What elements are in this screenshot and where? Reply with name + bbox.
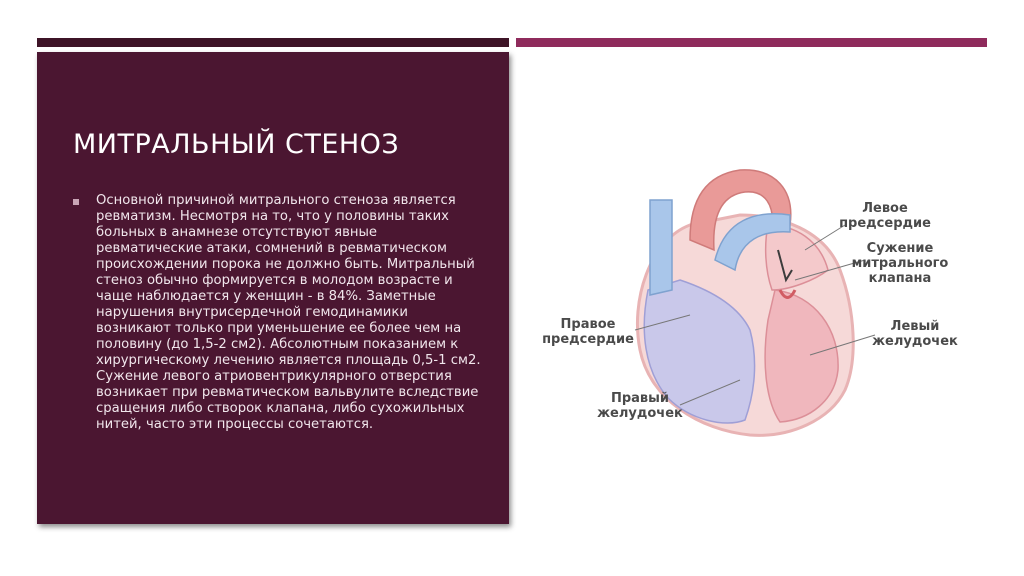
heart-diagram [540,130,960,448]
heart-illustration [540,130,960,448]
slide-body-text: Основной причиной митрального стеноза является ревматизм. Несмотря на то, что у половины таких больных в анамнезе отсутствуют явные ревматические атаки, сомнений в ревматическом происхождении порока не должно быть. Митральный стеноз обычно формируется в молодом возрасте и чаще наблюдается у женщин - в 84%. Заметные нарушения внутрисердечной гемодинамики возникают только при уменьшение ее более чем на половину (до 1,5-2 см2). Абсолютным показанием к хирургическому лечению является площадь 0,5-1 см2. Сужение левого атриовентрикулярного отверстия возникает при ревматическом вальвулите вследствие сращения либо створок клапана, либо сухожильных нитей, часто эти процессы сочетаются. [96,193,481,432]
label-right-atrium-1: Правое [560,317,616,332]
top-bar-right [516,38,987,47]
slide-title: МИТРАЛЬНЫЙ СТЕНОЗ [73,129,400,160]
label-mitral-2: митрального [851,256,949,271]
label-left-atrium-1: Левое [862,201,908,216]
label-right-atrium-2: предсердие [542,332,634,347]
label-left-ventricle-2: желудочек [872,334,958,349]
label-left-ventricle-1: Левый [890,319,940,334]
bullet-marker [73,199,79,205]
vena-cava-shape [650,200,672,295]
label-right-ventricle-1: Правый [610,391,670,406]
label-right-ventricle-2: желудочек [597,406,683,421]
top-bar-left [37,38,509,47]
label-mitral-1: Сужение [866,241,934,256]
label-mitral-3: клапана [868,271,932,286]
label-left-atrium-2: предсердие [839,216,931,231]
